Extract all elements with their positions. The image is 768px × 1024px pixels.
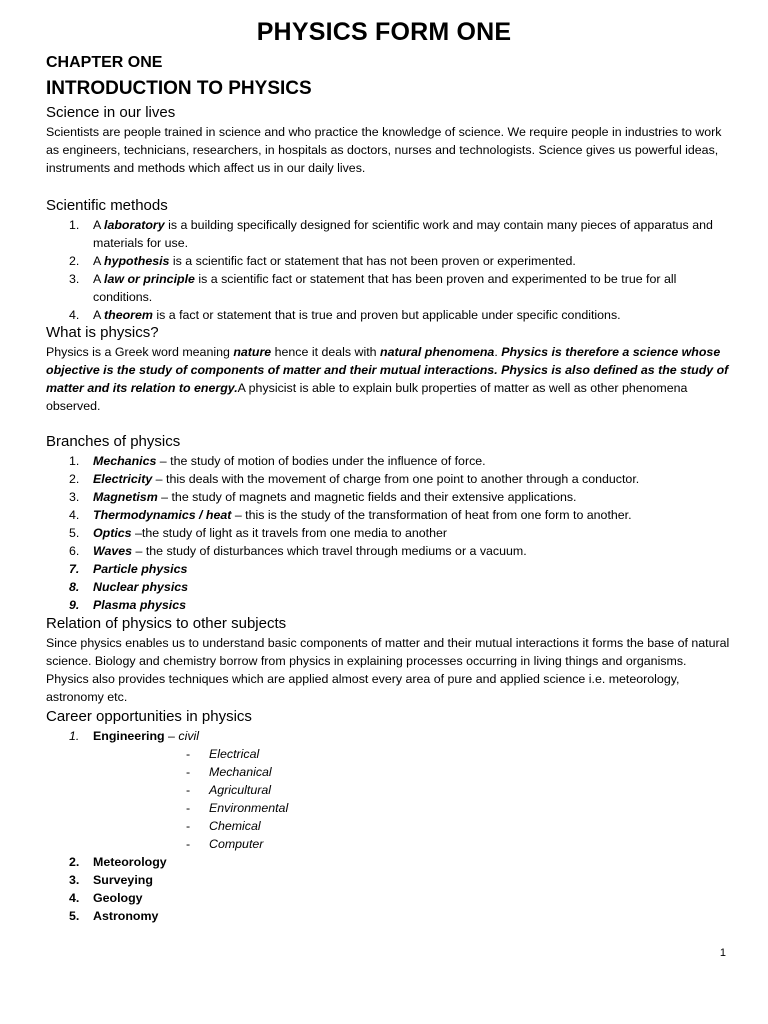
sublist-item — [46, 745, 732, 763]
item-term: Particle physics — [93, 562, 188, 576]
item-term: Optics — [93, 526, 132, 540]
dash-bullet: - — [186, 801, 191, 815]
section-scientific-methods — [46, 196, 732, 324]
item-text: – the study of disturbances which travel through mediums or a vacuum. — [132, 544, 527, 558]
engineering-sublist — [46, 745, 732, 853]
item-text: is a scientific fact or statement that has been proven and experimented to be true for all conditions. — [93, 272, 677, 304]
section-heading: Relation of physics to other subjects — [46, 615, 287, 632]
definition-text: Physics is therefore a science whose objective is the study of components of matter and their mutual interactions. Physics is also defined as the study of matter and its relation to energy. — [46, 345, 729, 395]
methods-list — [46, 216, 732, 324]
sublist-item — [46, 799, 732, 817]
item-text: is a fact or statement that is true and proven but applicable under specific conditions. — [152, 308, 621, 322]
careers-list — [46, 727, 732, 745]
item-text: – this is the study of the transformation of heat from one form to another. — [231, 508, 632, 522]
dash-bullet: - — [186, 837, 191, 851]
chapter-title: INTRODUCTION TO PHYSICS — [46, 78, 312, 99]
list-item — [46, 578, 732, 596]
section-relation-to-other-subjects — [46, 614, 732, 706]
item-term: Electricity — [93, 472, 153, 486]
list-item — [46, 306, 732, 324]
item-term: laboratory — [104, 218, 165, 232]
item-text: is a scientific fact or statement that has not been proven or experimented. — [169, 254, 576, 268]
branches-list — [46, 452, 732, 614]
careers-list-continued — [46, 853, 732, 925]
list-item — [46, 216, 732, 252]
section-heading: Scientific methods — [46, 197, 168, 214]
sublist-text: Agricultural — [209, 783, 271, 797]
section-heading: What is physics? — [46, 324, 159, 341]
list-item — [46, 596, 732, 614]
dash-bullet: - — [186, 765, 191, 779]
list-number: 4. — [69, 891, 80, 905]
list-number: 3. — [69, 490, 80, 504]
section-heading: Career opportunities in physics — [46, 708, 252, 725]
sublist-item — [46, 781, 732, 799]
list-number: 1. — [69, 454, 80, 468]
list-item — [46, 252, 732, 270]
list-item — [46, 727, 732, 745]
list-item — [46, 506, 732, 524]
emphasis-term: natural phenomena — [380, 345, 495, 359]
list-number: 1. — [69, 729, 80, 743]
list-item — [46, 452, 732, 470]
sublist-item — [46, 763, 732, 781]
list-item — [46, 488, 732, 506]
section-heading: Branches of physics — [46, 433, 181, 450]
list-item — [46, 270, 732, 306]
list-item — [46, 907, 732, 925]
item-text: – the study of motion of bodies under the influence of force. — [156, 454, 486, 468]
section-branches-of-physics — [46, 432, 732, 614]
sublist-text: Chemical — [209, 819, 261, 833]
sublist-text: Environmental — [209, 801, 289, 815]
item-term: hypothesis — [104, 254, 170, 268]
item-text: –the study of light as it travels from one media to another — [131, 526, 448, 540]
item-term: Meteorology — [93, 855, 167, 869]
list-number: 2. — [69, 855, 80, 869]
page-number: 1 — [719, 947, 726, 959]
emphasis-term: nature — [233, 345, 272, 359]
list-item — [46, 542, 732, 560]
list-number: 3. — [69, 873, 80, 887]
item-term: Astronomy — [93, 909, 159, 923]
sublist-item — [46, 835, 732, 853]
text-run: A physicist is able to explain bulk properties of matter as well as other phenomena observed. — [46, 381, 688, 413]
item-text: – the study of magnets and magnetic fields and their extensive applications. — [157, 490, 577, 504]
item-term: Nuclear physics — [93, 580, 189, 594]
list-number: 5. — [69, 526, 80, 540]
list-number: 5. — [69, 909, 80, 923]
dash-bullet: - — [186, 747, 191, 761]
list-item — [46, 524, 732, 542]
text-run: . — [494, 345, 502, 359]
text-run: hence it deals with — [271, 345, 381, 359]
item-term: Magnetism — [93, 490, 158, 504]
list-number: 3. — [69, 272, 80, 286]
list-number: 4. — [69, 508, 80, 522]
paragraph: Since physics enables us to understand basic components of matter and their mutual interactions it forms the base of natural science. Biology and chemistry borrow from physics in explaining processes occurring in living things and organisms. Physics also provides techniques which are applied almost every area of pure and applied science i.e. meteorology, astronomy etc. — [46, 636, 730, 704]
item-term: Plasma physics — [93, 598, 186, 612]
dash-bullet: - — [186, 783, 191, 797]
item-separator: – — [164, 729, 179, 743]
item-term: Geology — [93, 891, 143, 905]
list-number: 2. — [69, 254, 80, 268]
sublist-text: Computer — [209, 837, 264, 851]
item-term: Surveying — [93, 873, 153, 887]
document-title: PHYSICS FORM ONE — [256, 18, 512, 46]
item-text: is a building specifically designed for scientific work and may contain many pieces of apparatus and materials for use. — [93, 218, 713, 250]
item-term: Waves — [93, 544, 133, 558]
list-number: 1. — [69, 218, 80, 232]
list-item — [46, 853, 732, 871]
sublist-text: Electrical — [209, 747, 260, 761]
item-text: – this deals with the movement of charge from one point to another through a conductor. — [152, 472, 640, 486]
list-number: 4. — [69, 308, 80, 322]
list-number: 2. — [69, 472, 80, 486]
list-number: 8. — [69, 580, 80, 594]
text-run: Physics is a Greek word meaning — [46, 345, 234, 359]
list-number: 9. — [69, 598, 80, 612]
list-number: 7. — [69, 562, 80, 576]
item-term: Thermodynamics / heat — [93, 508, 232, 522]
item-term: theorem — [104, 308, 153, 322]
item-term: Engineering — [93, 729, 165, 743]
item-term: law or principle — [104, 272, 195, 286]
paragraph: Scientists are people trained in science and who practice the knowledge of science. We require people in industries to work as engineers, technicians, researchers, in hospitals as doctors, nurses and technologists. Science gives us powerful ideas, instruments and methods which affect us in our daily lives. — [46, 125, 722, 175]
list-number: 6. — [69, 544, 80, 558]
list-item — [46, 871, 732, 889]
section-science-in-our-lives — [46, 103, 732, 177]
section-heading: Science in our lives — [46, 104, 176, 121]
item-text: A — [93, 272, 105, 286]
dash-bullet: - — [186, 819, 191, 833]
section-what-is-physics — [46, 323, 732, 415]
item-text: A — [93, 308, 105, 322]
sublist-item — [46, 817, 732, 835]
list-item — [46, 889, 732, 907]
list-item — [46, 470, 732, 488]
item-term: Mechanics — [93, 454, 157, 468]
item-subterm: civil — [178, 729, 200, 743]
paragraph — [46, 343, 732, 415]
item-text: A — [93, 218, 105, 232]
sublist-text: Mechanical — [209, 765, 272, 779]
section-career-opportunities — [46, 707, 732, 925]
chapter-label: CHAPTER ONE — [46, 54, 163, 71]
item-text: A — [93, 254, 105, 268]
list-item — [46, 560, 732, 578]
